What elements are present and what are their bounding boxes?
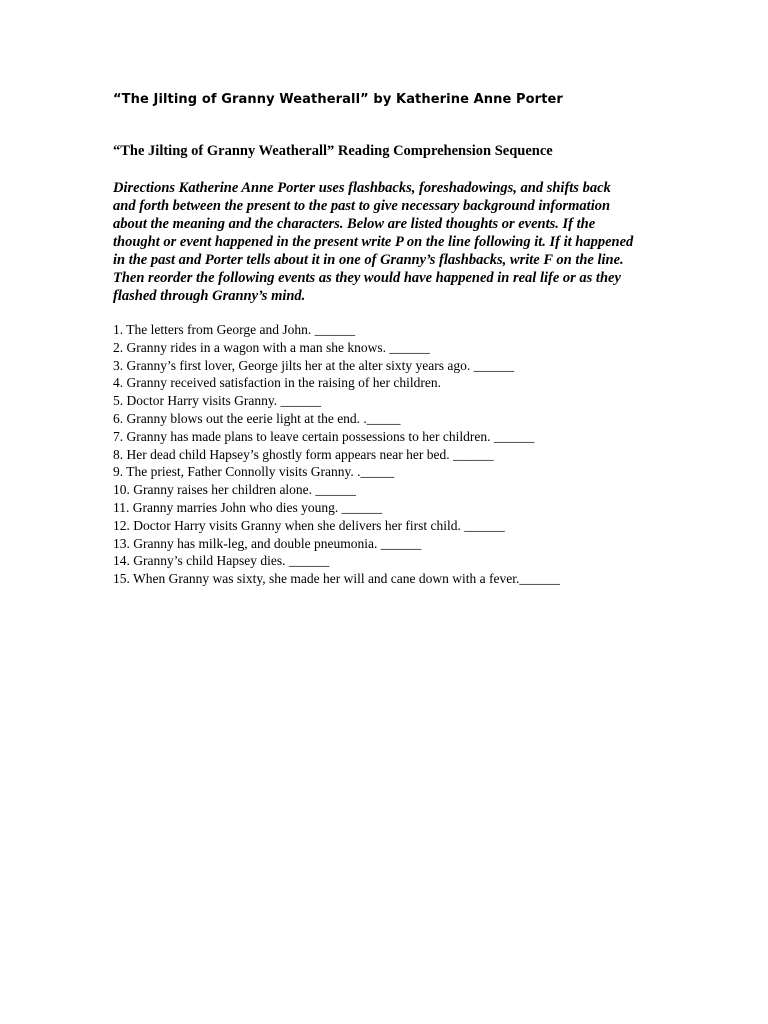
event-item-2: 2. Granny rides in a wagon with a man she knows. ______ — [113, 339, 430, 355]
event-item-3: 3. Granny’s first lover, George jilts her at the alter sixty years ago. ______ — [113, 357, 515, 373]
event-item-5: 5. Doctor Harry visits Granny. ______ — [113, 393, 321, 409]
directions-line: flashed through Granny’s mind. — [113, 288, 306, 304]
event-item-6: 6. Granny blows out the eerie light at the end. ._____ — [113, 410, 401, 426]
directions-line: and forth between the present to the past to give necessary background information — [113, 198, 611, 214]
event-item-13: 13. Granny has milk-leg, and double pneumonia. ______ — [113, 535, 422, 551]
event-list — [113, 321, 560, 588]
event-item-10: 10. Granny raises her children alone. ______ — [113, 482, 356, 498]
event-item-4: 4. Granny received satisfaction in the raising of her children. — [113, 375, 442, 391]
event-item-15: 15. When Granny was sixty, she made her will and cane down with a fever.______ — [113, 571, 560, 587]
sequence-title: “The Jilting of Granny Weatherall” Reading Comprehension Sequence — [113, 143, 553, 159]
event-item-9: 9. The priest, Father Connolly visits Granny. ._____ — [113, 464, 395, 480]
directions-line: Then reorder the following events as they would have happened in real life or as they — [113, 270, 621, 286]
event-item-8: 8. Her dead child Hapsey’s ghostly form appears near her bed. ______ — [113, 446, 494, 462]
event-item-12: 12. Doctor Harry visits Granny when she delivers her first child. ______ — [113, 517, 505, 533]
directions-line: Directions Katherine Anne Porter uses flashbacks, foreshadowings, and shifts back — [113, 180, 611, 196]
document-header-title: “The Jilting of Granny Weatherall” by Katherine Anne Porter — [113, 92, 563, 107]
directions-paragraph — [113, 179, 673, 305]
directions-line: about the meaning and the characters. Below are listed thoughts or events. If the — [113, 216, 596, 232]
event-item-1: 1. The letters from George and John. ______ — [113, 322, 356, 337]
event-item-7: 7. Granny has made plans to leave certain possessions to her children. ______ — [113, 428, 535, 444]
event-item-14: 14. Granny’s child Hapsey dies. ______ — [113, 553, 330, 569]
directions-line: thought or event happened in the present write P on the line following it. If it happened — [113, 234, 634, 250]
directions-line: in the past and Porter tells about it in one of Granny’s flashbacks, write F on the line. — [113, 252, 624, 268]
event-item-11: 11. Granny marries John who dies young. ______ — [113, 499, 383, 515]
